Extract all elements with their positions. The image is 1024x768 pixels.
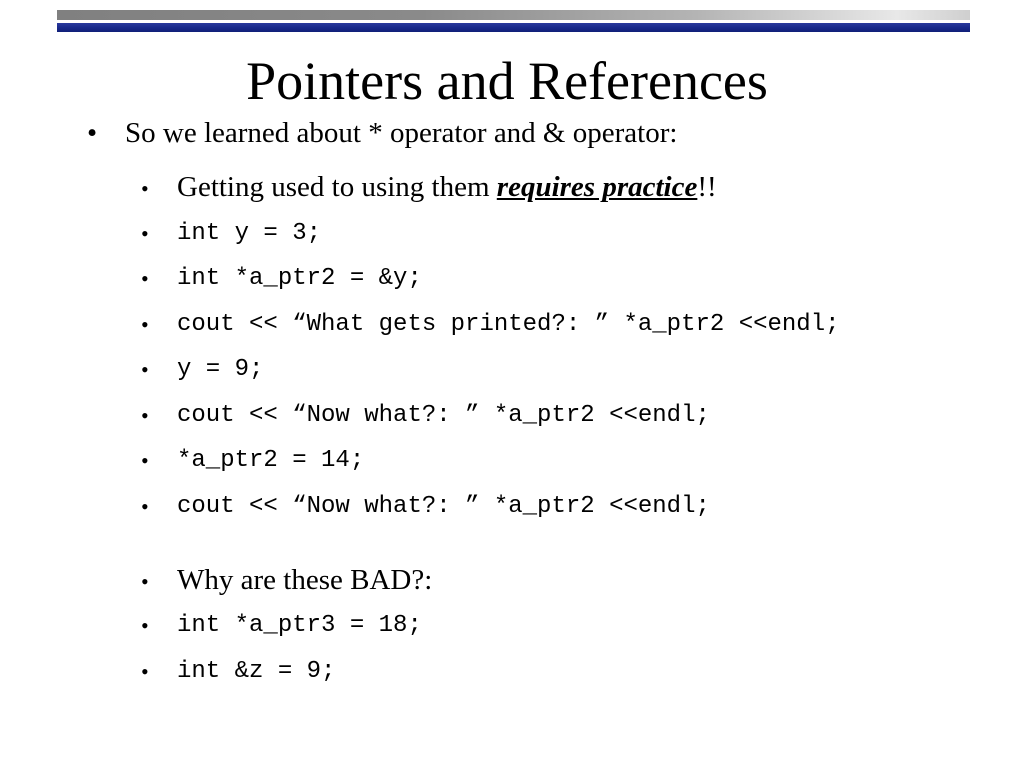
header-decoration	[57, 10, 970, 32]
code-text: int *a_ptr2 = &y;	[177, 265, 422, 292]
code-line	[141, 401, 710, 431]
list-item	[141, 563, 433, 597]
code-line	[141, 310, 840, 340]
code-text: int y = 3;	[177, 220, 322, 247]
code-line	[141, 657, 336, 687]
bullet-marker: •	[141, 403, 149, 428]
code-text: int *a_ptr3 = 18;	[177, 612, 422, 639]
bullet-text: So we learned about * operator and & operator:	[125, 117, 678, 149]
code-line	[141, 264, 422, 294]
code-text: int &z = 9;	[177, 658, 336, 685]
code-line	[141, 492, 710, 522]
header-blue-bar	[57, 23, 970, 32]
bullet-marker: •	[141, 357, 149, 382]
bullet-marker: •	[141, 569, 149, 594]
bullet-marker: •	[87, 117, 98, 149]
emphasis-text: requires practice	[496, 171, 698, 203]
slide-title: Pointers and References	[246, 51, 768, 111]
list-item	[87, 116, 678, 150]
bullet-marker: •	[141, 312, 149, 337]
code-line	[141, 611, 422, 641]
bullet-text: Why are these BAD?:	[177, 564, 433, 596]
bullet-marker: •	[141, 494, 149, 519]
bullet-marker: •	[141, 176, 149, 201]
code-line	[141, 219, 322, 249]
bullet-marker: •	[141, 613, 149, 638]
code-text: *a_ptr2 = 14;	[177, 447, 365, 474]
code-line	[141, 446, 365, 476]
bullet-marker: •	[141, 221, 149, 246]
code-text: cout << “Now what?: ” *a_ptr2 <<endl;	[177, 402, 710, 429]
code-text: y = 9;	[177, 356, 264, 383]
header-gray-bar	[57, 10, 970, 20]
code-text: cout << “Now what?: ” *a_ptr2 <<endl;	[177, 493, 710, 520]
bullet-marker: •	[141, 266, 149, 291]
bullet-marker: •	[141, 448, 149, 473]
code-text: cout << “What gets printed?: ” *a_ptr2 <<endl;	[177, 311, 840, 338]
list-item	[141, 170, 717, 204]
bullet-marker: •	[141, 659, 149, 684]
code-line	[141, 355, 264, 385]
bullet-text: Getting used to using them	[177, 171, 497, 203]
bullet-text-suffix: !!	[697, 171, 717, 203]
